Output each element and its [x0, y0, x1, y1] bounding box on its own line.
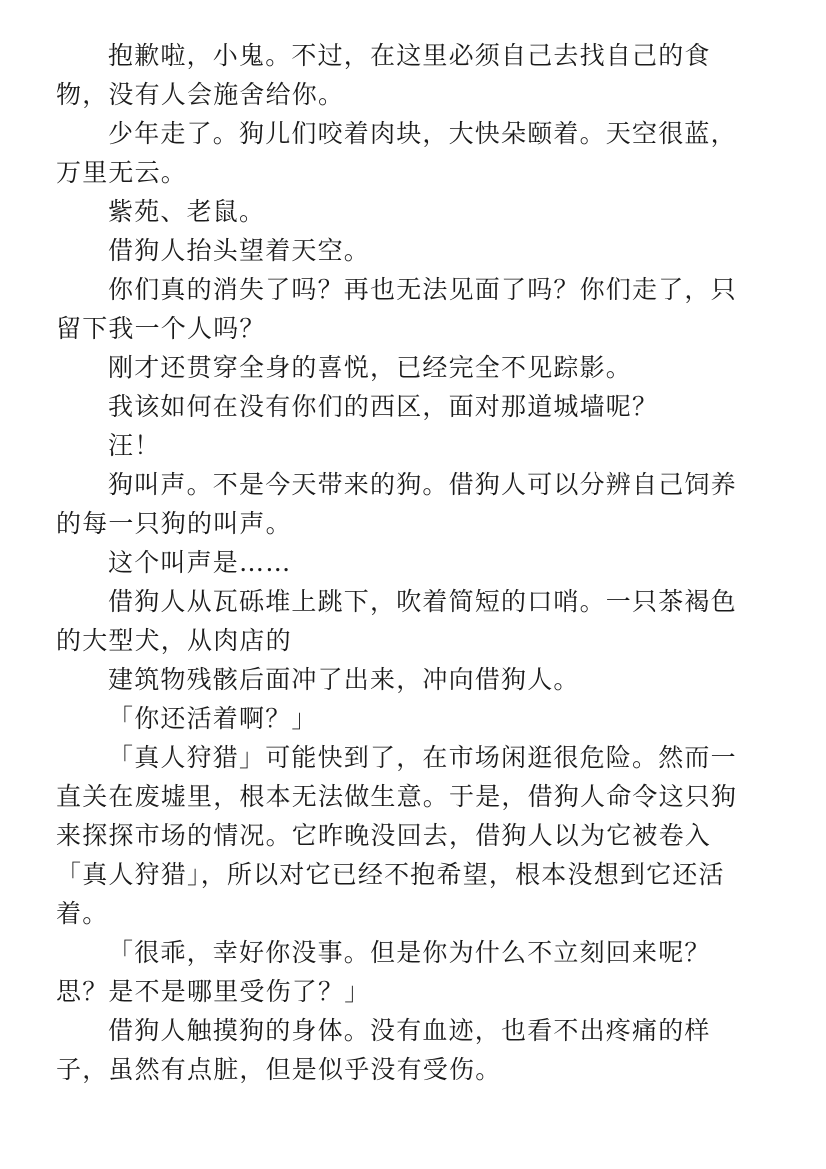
paragraph: 这个叫声是……	[108, 548, 292, 577]
paragraph: 刚才还贯穿全身的喜悦，已经完全不见踪影。	[108, 353, 633, 382]
paragraph: 建筑物残骸后面冲了出来，冲向借狗人。	[108, 665, 580, 694]
paragraph: 「真人狩猎」可能快到了，在市场闲逛很危险。然而一直关在废墟里，根本无法做生意。于是，借狗人命令这只狗来探探市场的情况。它昨晚没回去，借狗人以为它被卷入「真人狩猎」，所以对它已经不抱希望，根本没想到它还活着。	[56, 743, 738, 928]
paragraph: 「你还活着啊？」	[108, 704, 318, 733]
paragraph: 你们真的消失了吗？再也无法见面了吗？你们走了，只留下我一个人吗？	[56, 275, 737, 343]
paragraph: 抱歉啦，小鬼。不过，在这里必须自己去找自己的食物，没有人会施舍给你。	[56, 41, 711, 109]
paragraph: 借狗人从瓦砾堆上跳下，吹着简短的口哨。一只茶褐色的大型犬，从肉店的	[56, 587, 737, 655]
document-page	[56, 36, 756, 1089]
paragraph: 借狗人触摸狗的身体。没有血迹，也看不出疼痛的样子，虽然有点脏，但是似乎没有受伤。	[56, 1016, 711, 1084]
paragraph: 紫苑、老鼠。	[108, 197, 266, 226]
paragraph: 汪！	[108, 431, 161, 460]
paragraph: 借狗人抬头望着天空。	[108, 236, 371, 265]
paragraph: 「很乖，幸好你没事。但是你为什么不立刻回来呢？思？是不是哪里受伤了？」	[56, 938, 711, 1006]
paragraph: 我该如何在没有你们的西区，面对那道城墙呢？	[108, 392, 659, 421]
paragraph: 少年走了。狗儿们咬着肉块，大快朵颐着。天空很蓝，万里无云。	[56, 119, 737, 187]
paragraph: 狗叫声。不是今天带来的狗。借狗人可以分辨自己饲养的每一只狗的叫声。	[56, 470, 737, 538]
